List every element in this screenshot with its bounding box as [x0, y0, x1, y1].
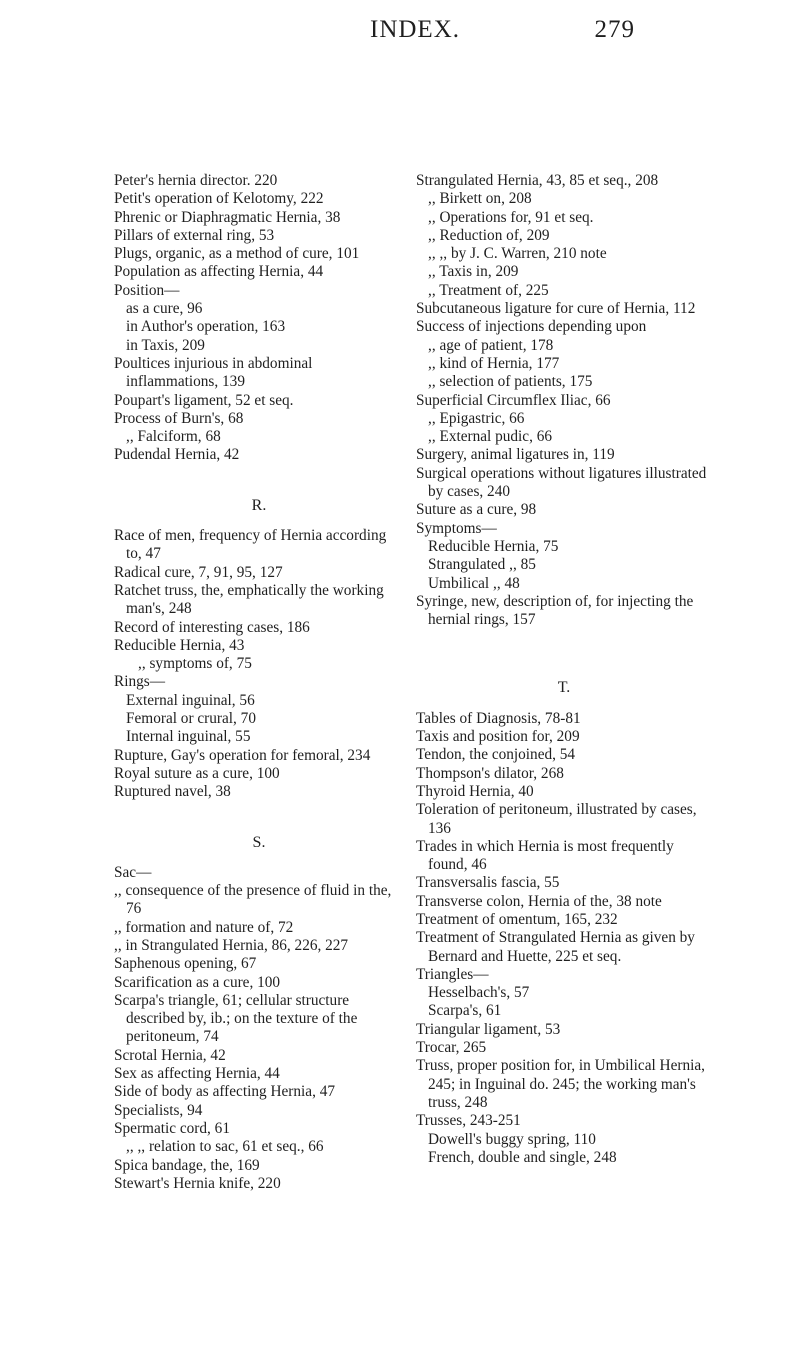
index-entry: Sex as affecting Hernia, 44 [114, 1065, 280, 1083]
letter-section-heading: R. [251, 496, 267, 514]
index-entry: Dowell's buggy spring, 110 [428, 1130, 596, 1148]
index-entry: ,, selection of patients, 175 [428, 373, 593, 391]
letter-section-heading: S. [252, 833, 266, 851]
page-number: 279 [594, 16, 635, 43]
index-entry: ,, consequence of the presence of fluid in the, 76 [114, 882, 392, 918]
index-entry: Side of body as affecting Hernia, 47 [114, 1083, 336, 1101]
index-entry: Ratchet truss, the, emphatically the working man's, 248 [114, 581, 384, 618]
index-entry: Scarification as a cure, 100 [114, 973, 281, 991]
index-entry: Truss, proper position for, in Umbilical Hernia, 245; in Inguinal do. 245; the working man's truss, 248 [416, 1057, 706, 1111]
index-entry: Scrotal Hernia, 42 [114, 1046, 226, 1064]
index-column-left [114, 172, 404, 1193]
section-spacer [416, 629, 712, 647]
index-entry: in Author's operation, 163 [126, 318, 286, 336]
index-entry: Record of interesting cases, 186 [114, 618, 310, 636]
index-entry: French, double and single, 248 [428, 1148, 617, 1166]
index-entry: Process of Burn's, 68 [114, 409, 244, 427]
index-entry: Taxis and position for, 209 [416, 728, 580, 746]
index-entry: Thompson's dilator, 268 [416, 764, 564, 782]
index-entry: Phrenic or Diaphragmatic Hernia, 38 [114, 208, 341, 226]
letter-section-heading: T. [557, 679, 571, 697]
index-entry: ,, Treatment of, 225 [428, 281, 549, 299]
index-entry: Pillars of external ring, 53 [114, 226, 275, 244]
index-entry: ,, formation and nature of, 72 [114, 918, 294, 936]
index-entry: Symptoms— [416, 519, 497, 537]
index-entry: Peter's hernia director. 220 [114, 172, 278, 189]
index-entry: Tables of Diagnosis, 78-81 [416, 709, 581, 727]
index-entry: Poupart's ligament, 52 et seq. [114, 391, 294, 409]
index-entry: Umbilical ,, 48 [428, 574, 520, 592]
index-column-right [416, 172, 712, 1167]
index-entry: Ruptured navel, 38 [114, 783, 231, 801]
section-spacer [114, 465, 404, 483]
index-entry: Treatment of omentum, 165, 232 [416, 910, 618, 928]
section-spacer [416, 647, 712, 665]
index-entry: ,, in Strangulated Hernia, 86, 226, 227 [114, 936, 349, 954]
index-entry: Toleration of peritoneum, illustrated by cases, 136 [416, 801, 697, 837]
index-entry: Surgical operations without ligatures illustrated by cases, 240 [416, 464, 707, 501]
index-entry: Position— [114, 281, 180, 299]
index-entry: Sac— [114, 863, 152, 881]
index-entry: Reducible Hernia, 75 [428, 537, 559, 555]
index-entry: Surgery, animal ligatures in, 119 [416, 446, 615, 464]
index-entry: Transversalis fascia, 55 [416, 874, 560, 892]
index-entry: Poultices injurious in abdominal inflammations, 139 [114, 354, 313, 391]
index-entry: External inguinal, 56 [126, 691, 255, 709]
index-entry: ,, age of patient, 178 [428, 336, 554, 354]
index-entry: Transverse colon, Hernia of the, 38 note [416, 892, 662, 910]
index-entry: ,, Falciform, 68 [126, 428, 221, 446]
running-head [370, 16, 635, 44]
index-entry: Suture as a cure, 98 [416, 501, 537, 519]
index-entry: ,, Birkett on, 208 [428, 190, 532, 208]
index-entry: Subcutaneous ligature for cure of Hernia, 112 [416, 300, 696, 318]
index-entry: as a cure, 96 [126, 300, 203, 318]
index-entry: ,, Epigastric, 66 [428, 409, 525, 427]
index-entry: Trades in which Hernia is most frequently found, 46 [416, 837, 674, 874]
index-entry: Stewart's Hernia knife, 220 [114, 1174, 281, 1192]
index-entry: Spica bandage, the, 169 [114, 1156, 260, 1174]
index-entry: Specialists, 94 [114, 1101, 203, 1119]
index-entry: ,, Operations for, 91 et seq. [428, 208, 594, 226]
index-entry: ,, Reduction of, 209 [428, 226, 550, 244]
index-entry: Race of men, frequency of Hernia according to, 47 [114, 527, 387, 563]
index-entry: Trocar, 265 [416, 1039, 487, 1057]
index-entry: ,, symptoms of, 75 [138, 655, 252, 673]
index-entry: Syringe, new, description of, for injecting the hernial rings, 157 [416, 592, 694, 629]
running-head-title: INDEX. [370, 16, 461, 43]
index-entry: Treatment of Strangulated Hernia as given by Bernard and Huette, 225 et seq. [416, 929, 695, 965]
index-entry: Scarpa's triangle, 61; cellular structure described by, ib.; on the texture of the peritoneum, 74 [114, 991, 358, 1046]
index-entry: Superficial Circumflex Iliac, 66 [416, 391, 611, 409]
index-entry: Strangulated ,, 85 [428, 556, 536, 574]
index-entry: ,, External pudic, 66 [428, 428, 553, 446]
index-entry: Trusses, 243-251 [416, 1112, 521, 1130]
index-entry: Strangulated Hernia, 43, 85 et seq., 208 [416, 172, 659, 189]
section-spacer [114, 802, 404, 820]
index-entry: Success of injections depending upon [416, 318, 647, 336]
index-entry: Population as affecting Hernia, 44 [114, 263, 324, 281]
index-entry: Plugs, organic, as a method of cure, 101 [114, 245, 360, 263]
index-entry: Rupture, Gay's operation for femoral, 234 [114, 746, 371, 764]
index-entry: ,, Taxis in, 209 [428, 263, 519, 281]
index-entry: Rings— [114, 673, 165, 691]
index-entry: ,, ,, by J. C. Warren, 210 note [428, 245, 607, 263]
index-entry: Triangles— [416, 965, 489, 983]
index-entry: Internal inguinal, 55 [126, 728, 251, 746]
index-entry: Tendon, the conjoined, 54 [416, 746, 576, 764]
index-entry: Reducible Hernia, 43 [114, 636, 245, 654]
index-entry: in Taxis, 209 [126, 336, 205, 354]
index-entry: Radical cure, 7, 91, 95, 127 [114, 563, 283, 581]
index-entry: Royal suture as a cure, 100 [114, 764, 280, 782]
index-entry: ,, kind of Hernia, 177 [428, 354, 560, 372]
index-entry: ,, ,, relation to sac, 61 et seq., 66 [126, 1138, 324, 1156]
index-entry: Spermatic cord, 61 [114, 1119, 230, 1137]
index-entry: Triangular ligament, 53 [416, 1020, 561, 1038]
index-entry: Saphenous opening, 67 [114, 955, 257, 973]
index-entry: Hesselbach's, 57 [428, 984, 530, 1002]
index-entry: Petit's operation of Kelotomy, 222 [114, 190, 324, 208]
index-entry: Thyroid Hernia, 40 [416, 782, 534, 800]
index-entry: Femoral or crural, 70 [126, 710, 256, 728]
index-entry: Scarpa's, 61 [428, 1002, 502, 1020]
index-entry: Pudendal Hernia, 42 [114, 446, 240, 464]
